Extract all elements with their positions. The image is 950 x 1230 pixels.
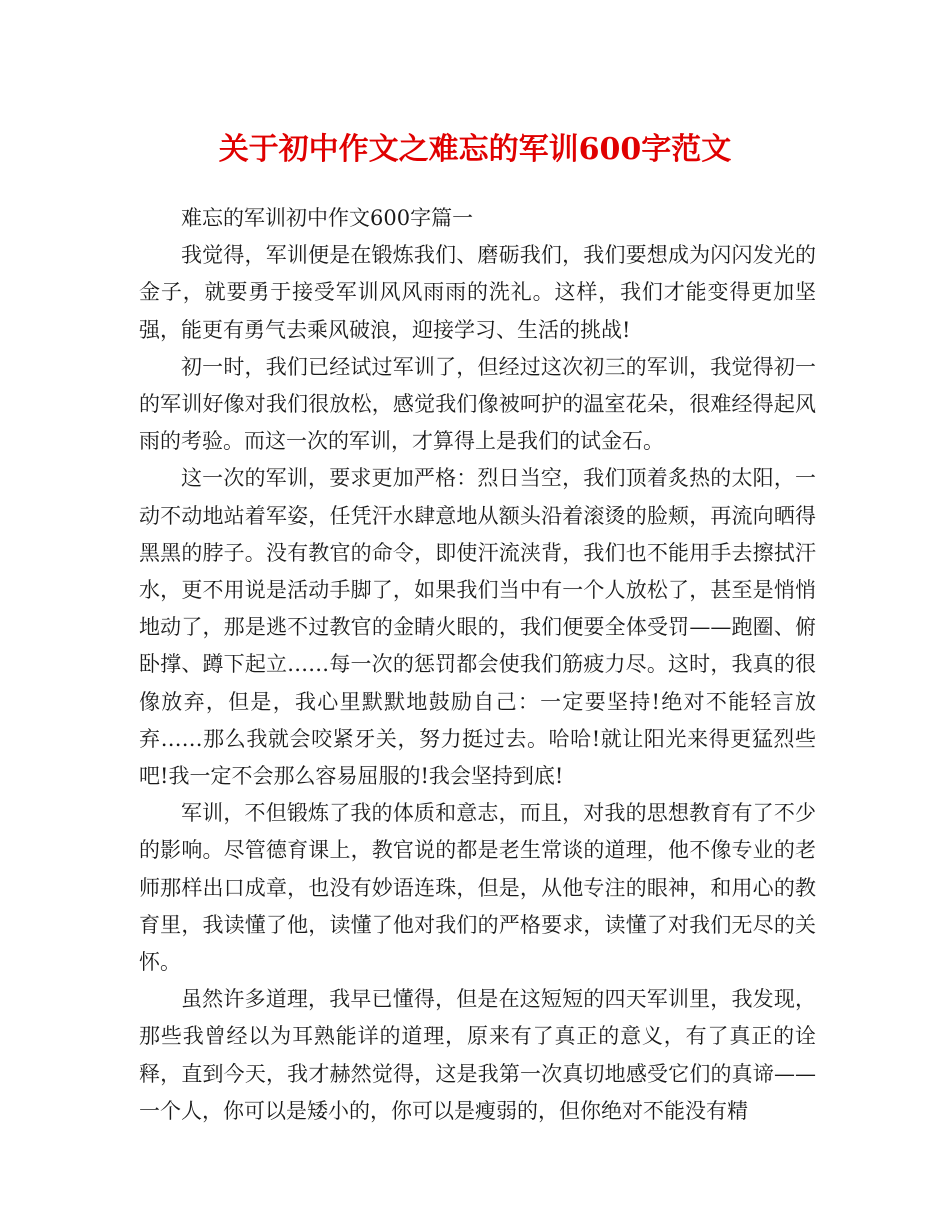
paragraph-4: 军训，不但锻炼了我的体质和意志，而且，对我的思想教育有了不少的影响。尽管德育课上，教官说的都是老生常谈的道理，他不像专业的老师那样出口成章，也没有妙语连珠，但是，从他专注的眼神，和用心的教育里，我读懂了他，读懂了他对我们的严格要求，读懂了对我们无尽的关怀。 (139, 801, 816, 975)
document-body (139, 200, 816, 1130)
section-heading: 难忘的军训初中作文600字篇一 (181, 206, 474, 230)
paragraph-5: 虽然许多道理，我早已懂得，但是在这短短的四天军训里，我发现，那些我曾经以为耳熟能详的道理，原来有了真正的意义，有了真正的诠释，直到今天，我才赫然觉得，这是我第一次真切地感受它们的真谛—— 一个人，你可以是矮小的，你可以是瘦弱的，但你绝对不能没有精 (139, 987, 816, 1123)
paragraph-1: 我觉得，军训便是在锻炼我们、磨砺我们，我们要想成为闪闪发光的金子，就要勇于接受军训风风雨雨的洗礼。这样，我们才能变得更加坚强，能更有勇气去乘风破浪，迎接学习、生活的挑战! (139, 243, 816, 342)
document-title: 关于初中作文之难忘的军训600字范文 (218, 132, 732, 167)
paragraph-3: 这一次的军训，要求更加严格：烈日当空，我们顶着炙热的太阳，一动不动地站着军姿，任凭汗水肆意地从额头沿着滚烫的脸颊，再流向晒得黑黑的脖子。没有教官的命令，即使汗流浃背，我们也不能用手去擦拭汗水，更不用说是活动手脚了，如果我们当中有一个人放松了，甚至是悄悄地动了，那是逃不过教官的金睛火眼的，我们便要全体受罚——跑圈、俯卧撑、蹲下起立……每一次的惩罚都会使我们筋疲力尽。这时，我真的很像放弃，但是，我心里默默地鼓励自己：一定要坚持!绝对不能轻言放弃……那么我就会咬紧牙关，努力挺过去。哈哈!就让阳光来得更猛烈些吧!我一定不会那么容易屈服的!我会坚持到底! (139, 466, 816, 789)
paragraph-2: 初一时，我们已经试过军训了，但经过这次初三的军训，我觉得初一的军训好像对我们很放松，感觉我们像被呵护的温室花朵，很难经得起风雨的考验。而这一次的军训，才算得上是我们的试金石。 (139, 354, 816, 454)
